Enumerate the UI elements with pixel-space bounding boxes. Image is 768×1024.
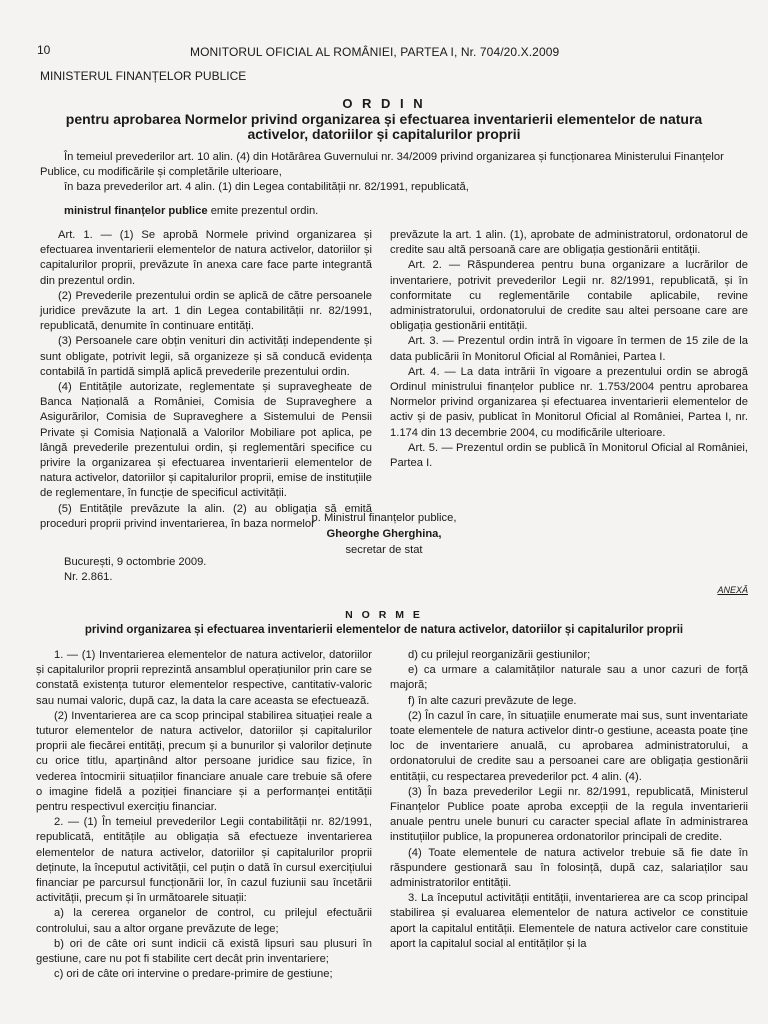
paragraph: a) la cererea organelor de control, cu prilejul efectuării controlului, sau a altor organe prevăzute de lege; [36,907,372,935]
ministry-name: MINISTERUL FINANȚELOR PUBLICE [40,69,247,83]
place-date-block [64,555,206,585]
minister-bold: ministrul finanțelor publice [64,205,208,217]
preamble-paragraph-1: În temeiul prevederilor art. 10 alin. (4) din Hotărârea Guvernului nr. 34/2009 privind organizarea și funcționarea Ministerului Finanțelor Publice, cu modificările și completările ulterioare, [40,151,724,178]
paragraph: Art. 5. — Prezentul ordin se publică în Monitorul Oficial al României, Partea I. [390,441,748,470]
paragraph: (3) Persoanele care obțin venituri din activități independente și sunt obligate, potrivit legii, să organizeze și să conducă evidența contabilă în partidă simplă aplică prevederile prezentului ordin. [40,335,372,378]
norme-title: N O R M E [345,609,423,621]
signature-title: p. Ministrul finanțelor publice, [311,512,457,524]
ordin-subtitle-line1: pentru aprobarea Normelor privind organizarea și efectuarea inventarierii elementelor de natura [65,111,703,127]
paragraph: 1. — (1) Inventarierea elementelor de natura activelor, datoriilor și capitalurilor proprii reprezintă ansamblul operațiunilor prin care se constată existența tuturor elementelor respective, cantitativ-valoric sau numai valoric, după caz, la data la care aceasta se efectuează. [36,649,372,707]
paragraph: (5) Entitățile prevăzute la alin. (2) au obligația să emită proceduri proprii privind inventarierea, în baza normelor [40,502,372,530]
preamble-paragraph-2: în baza prevederilor art. 4 alin. (1) din Legea contabilității nr. 82/1991, republicată, [64,181,469,193]
paragraph: Art. 2. — Răspunderea pentru buna organizare a lucrărilor de inventariere, potrivit prevederilor Legii nr. 82/1991, republicată, și în conformitate cu reglementările contabile aplicabile, revine administratorului, ordonatorului de credite sau altei persoane care are obligația gestionării entității. [390,259,748,333]
ordin-left-column [40,228,372,532]
paragraph: Art. 4. — La data intrării în vigoare a prezentului ordin se abrogă Ordinul ministrului finanțelor publice nr. 1.753/2004 pentru aprobarea Normelor privind organizarea și efectuarea inventarierii elementelor de activ și de pasiv, publicat în Monitorul Oficial al României, Partea I, nr. 1.174 din 13 decembrie 2004, cu modificările ulterioare. [390,365,748,439]
ordin-subtitle-line2: activelor, datoriilor și capitalurilor proprii [247,126,521,142]
paragraph: prevăzute la art. 1 alin. (1), aprobate de administratorul, ordonatorul de credite sau altă persoană care are obligația gestionării entității. [390,229,748,257]
norme-left-column [36,648,372,982]
signature-block [0,510,768,558]
ordin-right-column [390,228,748,471]
paragraph: (2) Inventarierea are ca scop principal stabilirea situației reale a tuturor elementelor de natura activelor, datoriilor și capitalurilor proprii ale fiecărei entități, precum și a bunurilor și valorilor deținute cu orice titlu, aparținând altor persoane juridice sau fizice, în vederea întocmirii situațiilor financiare anuale care trebuie să ofere o imagine fidelă a poziției financiare și a performanței entității pentru respectivul exercițiu financiar. [36,709,372,814]
page-number: 10 [37,43,51,57]
paragraph: b) ori de câte ori sunt indicii că există lipsuri sau plusuri în gestiune, care nu pot fi stabilite cert decât prin inventariere; [36,937,372,966]
signature-role: secretar de stat [345,544,423,556]
paragraph: (2) În cazul în care, în situațiile enumerate mai sus, sunt inventariate toate elementele de natura activelor dintr-o gestiune, aceasta poate ține loc de inventariere anuală, cu aprobarea administratorului, a ordonatorului de credite sau a persoanei care are obligația gestionării entității, cu respectarea prevederilor pct. 4 alin. (4). [390,709,748,783]
paragraph: Art. 3. — Prezentul ordin intră în vigoare în termen de 15 zile de la data publicării în Monitorul Oficial al României, Partea I. [390,335,748,363]
preamble [40,150,740,195]
place-date: București, 9 octombrie 2009. [64,556,207,568]
paragraph: c) ori de câte ori intervine o predare-primire de gestiune; [54,968,333,981]
emite-rest: emite prezentul ordin. [207,205,319,217]
publication-header: MONITORUL OFICIAL AL ROMÂNIEI, PARTEA I, Nr. 704/20.X.2009 [190,45,560,59]
paragraph: e) ca urmare a calamităților naturale sau a unor cazuri de forță majoră; [390,664,748,692]
ordin-subtitle [20,112,748,142]
paragraph: 2. — (1) În temeiul prevederilor Legii contabilității nr. 82/1991, republicată, entitățile au obligația să efectueze inventarierea elementelor de natura activelor, datoriilor și capitalurilor proprii deținute, la începutul activității, cel puțin o dată în cursul exercițiului financiar pe parcursul funcționării lor, în cazul fuziunii sau încetării activității, precum și în următoarele situații: [36,816,372,905]
emite-line [64,205,318,217]
paragraph: (2) Prevederile prezentului ordin se aplică de către persoanele juridice prevăzute la art. 1 din Legea contabilității nr. 82/1991, republicată, denumite în continuare entități. [40,289,372,333]
norme-subtitle: privind organizarea și efectuarea inventarierii elementelor de natura activelor, datoriilor și capitalurilor proprii [84,624,684,636]
paragraph: (4) Toate elementele de natura activelor trebuie să fie date în răspundere gestionară sau în folosință, după caz, salariaților sau administratorilor entității. [390,846,748,890]
paragraph: (4) Entitățile autorizate, reglementate și supravegheate de Banca Națională a României, Comisia de Supraveghere a Asigurărilor, Comisia de Supraveghere a Sistemului de Pensii Private și Comisia Națională a Valorilor Mobiliare pot aplica, pe lângă prevederile prezentului ordin, și reglementări specifice cu privire la organizarea și efectuarea inventarierii elementelor de natura activelor, datoriilor și capitalurilor proprii, emise de instituțiile de reglementare, în funcție de specificul activității. [40,381,372,500]
order-number: Nr. 2.861. [64,571,113,583]
paragraph: d) cu prilejul reorganizării gestiunilor; [408,649,591,661]
paragraph: (3) În baza prevederilor Legii nr. 82/1991, republicată, Ministerul Finanțelor Publice poate aproba excepții de la regula inventarierii anuale pentru unele bunuri cu caracter special aflate în administrarea instituțiilor publice, la propunerea ordonatorilor principali de credite. [390,785,748,844]
norme-right-column [390,648,748,952]
paragraph: f) în alte cazuri prevăzute de lege. [408,694,577,707]
signature-name: Gheorghe Gherghina, [326,528,442,540]
paragraph: 3. La începutul activității entității, inventarierea are ca scop principal stabilirea și evaluarea elementelor de natura activelor ce constituie aport la capitalul entității. Elementele de natura activelor care constituie aport la capitalul social al entităților și la [390,892,748,950]
paragraph: Art. 1. — (1) Se aprobă Normele privind organizarea și efectuarea inventarierii elementelor de natura activelor, datoriilor și capitalurilor proprii, prevăzute în anexa care face parte integrantă din prezentul ordin. [40,229,372,287]
ordin-title: O R D I N [342,96,426,111]
anexa-label: ANEXĂ [717,585,748,595]
